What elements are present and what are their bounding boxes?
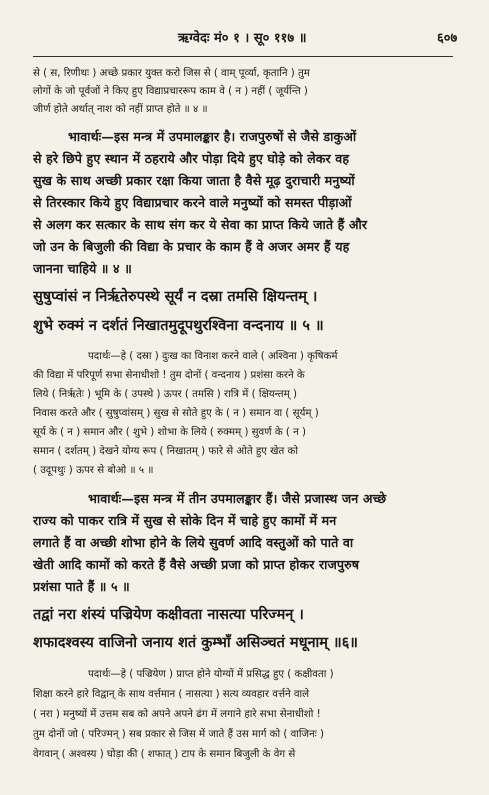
bhavartha-line: भावार्थः—इस मन्त्र में उपमालङ्कार है। राजपुरुषों से जैसे डाकुओं	[68, 129, 357, 144]
bhavartha-line: जो उन के बिजुली की विद्या के प्रचार के काम हैं वे अजर अमर हैं यह	[33, 239, 350, 254]
padartha-line: ( नरा ) मनुष्यों में उत्तम सब को अपने अपने ढंग में लगाने हारे सभा सेनाधीशो !	[33, 709, 321, 720]
commentary-line: से ( स, रिणीथः ) अच्छे प्रकार युक्त करो जिस से ( वाम् पूर्व्या, कृतानि ) तुम	[33, 68, 310, 79]
commentary-line: लोगों के जो पूर्वजों ने किए हुए विद्याप्रचाररूप काम वे ( न ) नहीं ( जूर्यन्ति )	[33, 86, 308, 97]
bhavartha-line: से अलग कर सत्कार के साथ संग कर ये सेवा का प्राप्त किये जाते हैं और	[33, 217, 368, 232]
padartha-line: तुम दोनों जो ( परिज्मन् ) सब प्रकार से जिस में जाते हैं उस मार्ग को ( वाजिनः )	[33, 729, 325, 740]
bhavartha-line: से तिरस्कार किये हुए विद्याप्रचार करने वाले मनुष्यों को समस्त पीड़ाओं	[33, 195, 352, 210]
page-number: ६०७	[437, 31, 458, 46]
padartha-line: निवास करते और ( सुषुप्वांसम् ) सुख से सोते हुए के ( न ) समान वा ( सूर्यम् )	[33, 408, 319, 419]
header-rule	[33, 56, 453, 57]
padartha-line: सूर्य के ( न ) समान और ( शुभे ) शोभा के लिये ( रुक्मम् ) सुवर्ण के ( न )	[33, 427, 306, 438]
page-header	[0, 28, 489, 50]
running-title: ऋग्वेदः मं० १ । सू० ११७ ॥	[178, 31, 307, 46]
bhavartha-line: जानना चाहिये ॥ ४ ॥	[33, 261, 132, 276]
padartha-line: शिक्षा करने हारे विद्वान् के साथ वर्त्तमान ( नासत्या ) सत्य व्यवहार वर्त्तने वाले	[33, 689, 310, 700]
mantra-line: शफादश्वस्य वाजिनो जनाय शतं कुम्भाँ असिञ्चतं मधूनाम् ॥६॥	[33, 635, 358, 651]
padartha-line: वेगवान् ( अश्वस्य ) घोड़ा की ( शफात् ) टाप के समान बिजुली के वेग से	[33, 749, 296, 760]
commentary-line: जीर्ण होते अर्थात् नाश को नहीं प्राप्त होते ॥ ४ ॥	[33, 104, 208, 115]
mantra-line: तद्वां नरा शंस्यं पज्रियेण कक्षीवता नासत्या परिज्मन् ।	[33, 607, 304, 623]
mantra-line: सुषुप्वांसं न निर्ऋतेरुपस्थे सूर्यं न दस्रा तमसि क्षियन्तम् ।	[33, 289, 318, 305]
padartha-line: समान ( दर्शतम् ) देखने योग्य रूप ( निखातम् ) फारे से ओते हुए खेत को	[33, 446, 298, 457]
bhavartha-line: भावार्थः—इस मन्त्र में तीन उपमालङ्कार हैं। जैसे प्रजास्थ जन अच्छे	[88, 491, 387, 506]
bhavartha-line: सुख के साथ अच्छी प्रकार रक्षा किया जाता है वैसे मूढ़ दुराचारी मनुष्यों	[33, 173, 355, 188]
mantra-line: शुभे रुक्मं न दर्शतं निखातमुदूपथुरश्विना वन्दनाय ॥ ५ ॥	[33, 318, 324, 334]
bhavartha-line: खेती आदि कामों को करते हैं वैसे अच्छी प्रजा को प्राप्त होकर राजपुरुष	[33, 557, 360, 572]
padartha-line: पदार्थः—हे ( दस्रा ) दुःख का विनाश करने वाले ( अश्विना ) कृषिकर्म	[88, 351, 338, 362]
bhavartha-line: प्रशंसा पाते हैं ॥ ५ ॥	[33, 579, 130, 594]
padartha-line: की विद्या में परिपूर्ण सभा सेनाधीशो ! तुम दोनों ( वन्दनाय ) प्रशंसा करने के	[33, 370, 305, 381]
padartha-line: पदार्थः—हे ( पज्रियेण ) प्राप्त होने योग्यों में प्रसिद्ध हुए ( कक्षीवता )	[88, 669, 334, 680]
padartha-line: लिये ( निर्ऋतेः ) भूमि के ( उपस्थे ) ऊपर ( तमसि ) रात्रि में ( क्षियन्तम् )	[33, 389, 297, 400]
bhavartha-line: लगाते हैं वा अच्छी शोभा होने के लिये सुवर्ण आदि वस्तुओं को पाते वा	[33, 535, 354, 550]
bhavartha-line: राज्य को पाकर रात्रि में सुख से सोके दिन में चाहे हुए कामों में मन	[33, 513, 337, 528]
bhavartha-line: से हरे छिपे हुए स्थान में ठहराये और पोड़ा दिये हुए घोड़े को लेकर वह	[33, 151, 350, 166]
padartha-line: ( उदूपथुः ) ऊपर से बोओ ॥ ५ ॥	[33, 465, 154, 476]
